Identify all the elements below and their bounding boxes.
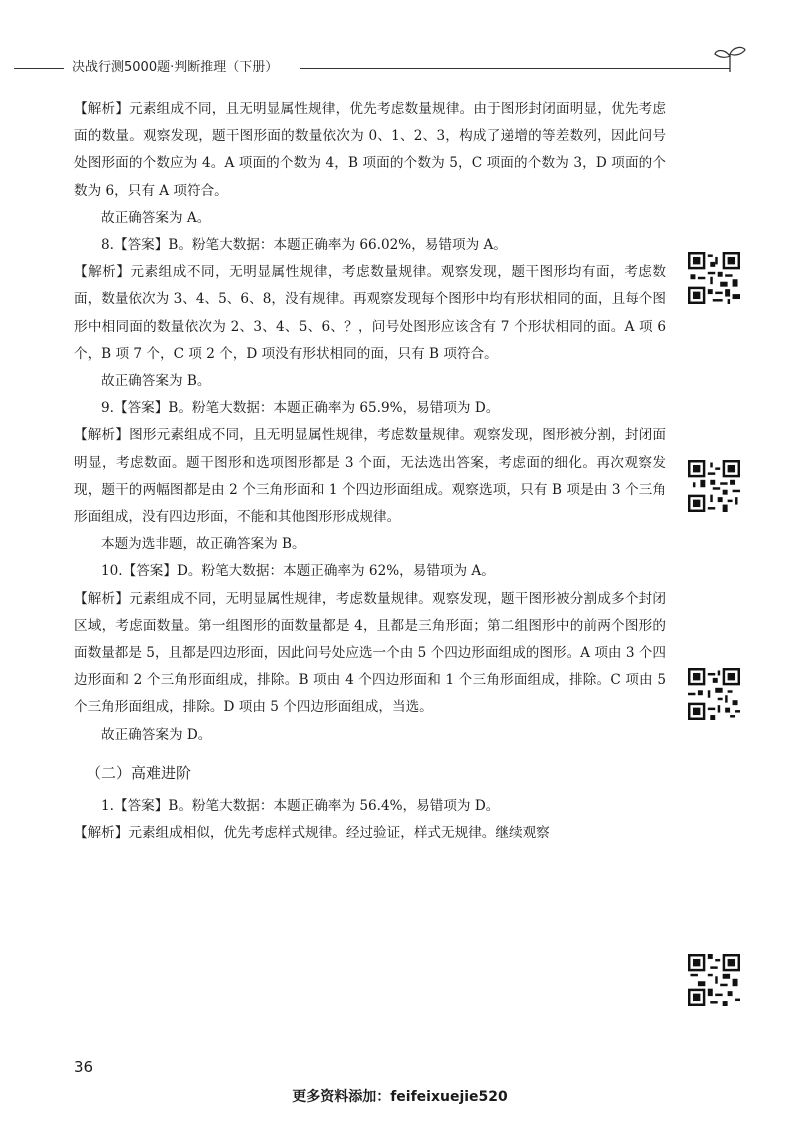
qr-code-icon[interactable] <box>688 954 740 1006</box>
conclusion-q7: 故正确答案为 A。 <box>101 209 211 226</box>
section-heading: （二）高难进阶 <box>86 763 192 782</box>
explanation-q10: 【解析】元素组成不同，无明显属性规律，考虑数量规律。观察发现，题干图形被分割成多个封闭区域，考虑面数量。第一组图形的面数量都是 4，且都是三角形面；第二组图形中的前两个图形的面数量都是 5，且都是四边形面，因此问号处应选一个由 5 个四边形面组成的图形。A 项由 3 个四边形面和 2 个三角形面组成，排除。B 项由 4 个四边形面和 1 个三角形面组成，排除。C 项由 5 个三角形面组成，排除。D 项由 5 个四边形面组成，当选。 <box>74 590 666 716</box>
qr-code-icon[interactable] <box>688 460 740 512</box>
conclusion-q9: 本题为选非题，故正确答案为 B。 <box>101 536 306 553</box>
book-title: 决战行测5000题·判断推理（下册） <box>72 60 279 75</box>
conclusion-q10: 故正确答案为 D。 <box>101 726 212 743</box>
sprout-icon <box>712 44 748 74</box>
answer-explanations <box>74 96 666 847</box>
explanation-q8: 【解析】元素组成不同，无明显属性规律，考虑数量规律。观察发现，题干图形均有面，考虑数面，数量依次为 3、4、5、6、8，没有规律。再观察发现每个图形中均有形状相同的面，且每个图形中相同面的数量依次为 2、3、4、5、6、？，问号处图形应该含有 7 个形状相同的面。A 项 6 个，B 项 7 个，C 项 2 个，D 项没有形状相同的面，只有 B 项符合。 <box>74 264 666 362</box>
answer-advanced-q1: 1.【答案】B。粉笔大数据：本题正确率为 56.4%，易错项为 D。 <box>101 798 500 815</box>
answer-q10: 10.【答案】D。粉笔大数据：本题正确率为 62%，易错项为 A。 <box>101 563 495 580</box>
page-number: 36 <box>74 1058 94 1076</box>
explanation-q7: 【解析】元素组成不同，且无明显属性规律，优先考虑数量规律。由于图形封闭面明显，优先考虑面的数量。观察发现，题干图形面的数量依次为 0、1、2、3，构成了递增的等差数列，因此问号处图形面的个数应为 4。A 项面的个数为 4，B 项面的个数为 5，C 项面的个数为 3，D 项面的个数为 6，只有 A 项符合。 <box>74 101 666 199</box>
explanation-advanced-q1: 【解析】元素组成相似，优先考虑样式规律。经过验证，样式无规律。继续观察 <box>74 825 550 842</box>
header-rule-right <box>300 68 730 69</box>
footer-note: 更多资料添加：feifeixuejie520 <box>292 1089 508 1105</box>
answer-q9: 9.【答案】B。粉笔大数据：本题正确率为 65.9%，易错项为 D。 <box>101 400 500 417</box>
answer-q8: 8.【答案】B。粉笔大数据：本题正确率为 66.02%，易错项为 A。 <box>101 237 507 254</box>
qr-code-icon[interactable] <box>688 252 740 304</box>
conclusion-q8: 故正确答案为 B。 <box>101 373 211 390</box>
qr-code-icon[interactable] <box>688 668 740 720</box>
header-rule-left <box>14 68 64 69</box>
explanation-q9: 【解析】图形元素组成不同，且无明显属性规律，考虑数量规律。观察发现，图形被分割，封闭面明显，考虑数面。题干图形和选项图形都是 3 个面，无法选出答案，考虑面的细化。再次观察发现，题干的两幅图都是由 2 个三角形面和 1 个四边形面组成。观察选项，只有 B 项是由 3 个三角形面组成，没有四边形面，不能和其他图形形成规律。 <box>74 427 666 526</box>
running-header <box>0 44 800 84</box>
